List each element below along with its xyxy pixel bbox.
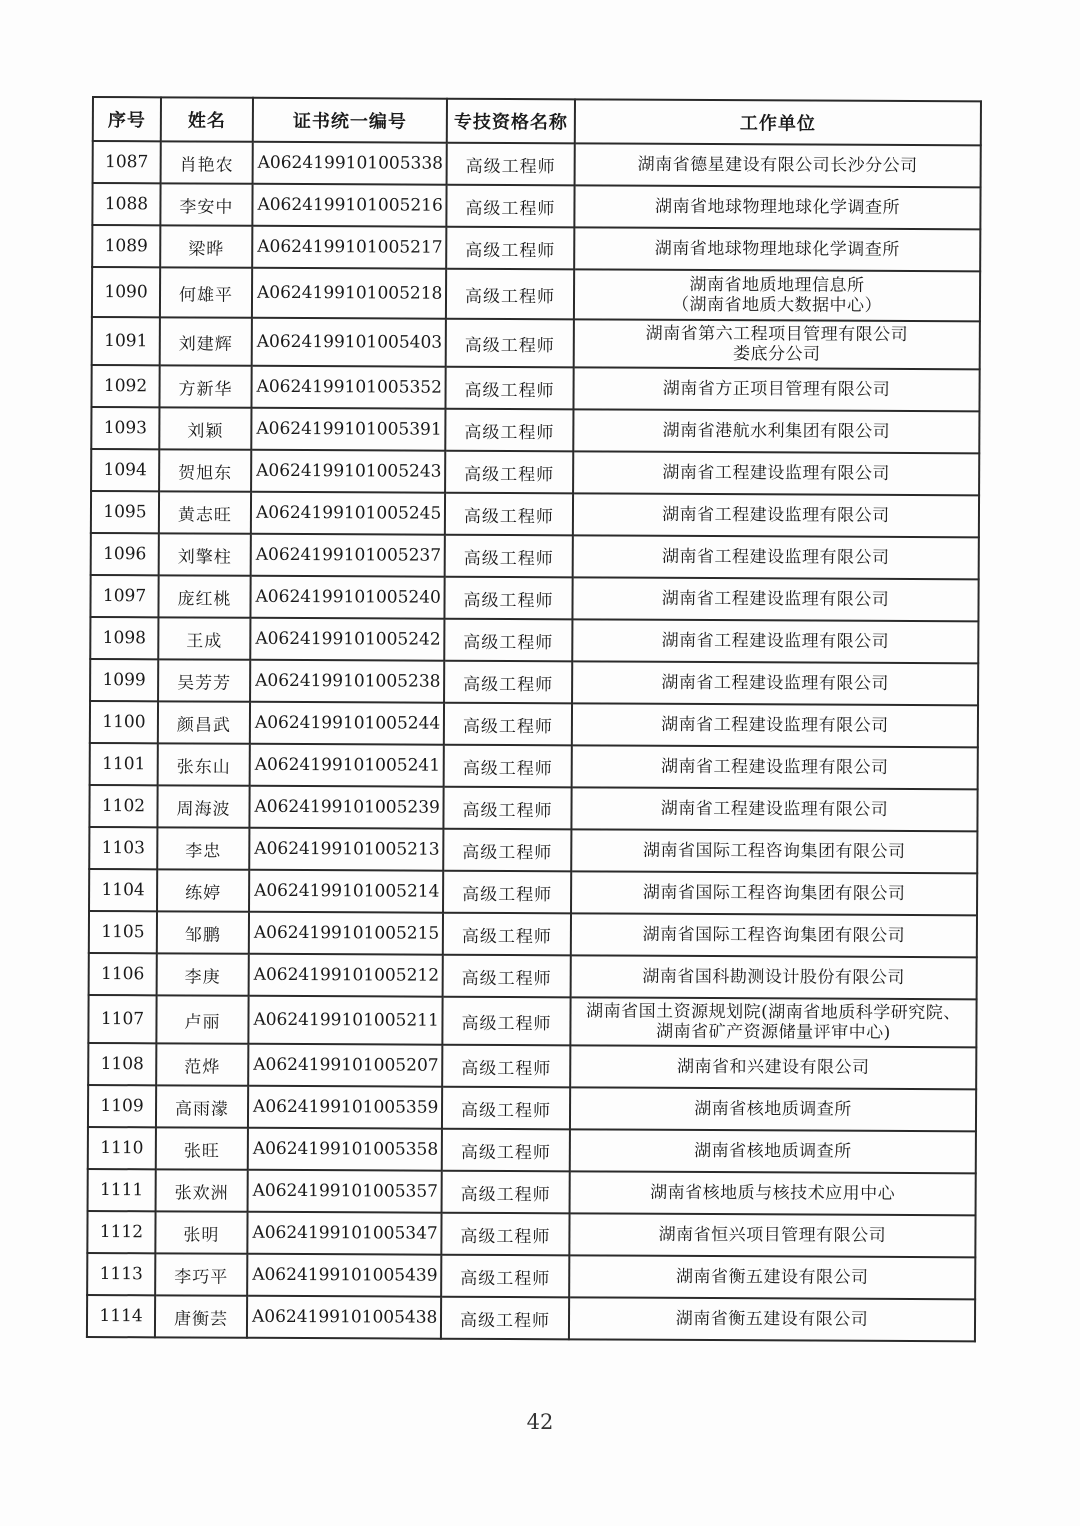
cell-name: 卢丽 [156, 995, 248, 1043]
cell-qualification-title: 高级工程师 [442, 1171, 570, 1214]
table-row [92, 183, 980, 229]
table-row [90, 701, 978, 747]
table-row [88, 995, 976, 1047]
cell-serial-number: 1101 [90, 743, 158, 785]
cell-serial-number: 1098 [90, 617, 158, 659]
cell-serial-number: 1091 [92, 317, 160, 365]
table-row [90, 659, 978, 705]
cell-name: 张欢洲 [156, 1169, 248, 1211]
cell-work-unit: 湖南省国际工程咨询集团有限公司 [571, 871, 977, 915]
cell-work-unit: 湖南省国科勘测设计股份有限公司 [571, 955, 977, 999]
cell-qualification-title: 高级工程师 [442, 997, 570, 1046]
cell-serial-number: 1087 [93, 141, 161, 183]
table-row [90, 743, 978, 789]
table-row [92, 267, 980, 321]
cell-serial-number: 1106 [89, 953, 157, 995]
cell-work-unit: 湖南省地球物理地球化学调查所 [574, 227, 980, 271]
cell-name: 肖艳农 [161, 141, 253, 183]
cell-work-unit: 湖南省工程建设监理有限公司 [572, 619, 978, 663]
cell-name: 李忠 [157, 827, 249, 869]
cell-certificate-number: A0624199101005217 [252, 226, 446, 269]
cell-serial-number: 1103 [89, 827, 157, 869]
table-row [91, 407, 979, 453]
table-row [89, 869, 977, 915]
table-row [93, 141, 981, 187]
cell-work-unit: 湖南省国土资源规划院(湖南省地质科学研究院、 湖南省矿产资源储量评审中心) [570, 997, 976, 1047]
cell-certificate-number: A0624199101005218 [252, 268, 446, 319]
cell-name: 范烨 [156, 1043, 248, 1085]
cell-certificate-number: A0624199101005239 [249, 786, 443, 829]
cell-name: 刘颖 [159, 407, 251, 449]
cell-qualification-title: 高级工程师 [443, 955, 571, 998]
cell-work-unit: 湖南省核地质与核技术应用中心 [570, 1171, 976, 1215]
cell-name: 李庚 [157, 953, 249, 995]
cell-name: 练婷 [157, 869, 249, 911]
cell-qualification-title: 高级工程师 [442, 1129, 570, 1172]
cell-qualification-title: 高级工程师 [446, 269, 574, 320]
cell-certificate-number: A0624199101005357 [248, 1170, 442, 1213]
table-row [90, 575, 978, 621]
header-work-unit: 工作单位 [575, 99, 981, 145]
cell-work-unit: 湖南省核地质调查所 [570, 1087, 976, 1131]
cell-qualification-title: 高级工程师 [444, 619, 572, 662]
cell-name: 黄志旺 [159, 491, 251, 533]
cell-certificate-number: A0624199101005216 [252, 184, 446, 227]
cell-name: 贺旭东 [159, 449, 251, 491]
cell-qualification-title: 高级工程师 [443, 871, 571, 914]
table-row [89, 911, 977, 957]
cell-qualification-title: 高级工程师 [446, 227, 574, 270]
cell-name: 庞红桃 [158, 575, 250, 617]
cell-qualification-title: 高级工程师 [441, 1297, 569, 1340]
cell-work-unit: 湖南省工程建设监理有限公司 [573, 451, 979, 495]
cell-serial-number: 1112 [87, 1211, 155, 1253]
header-qualification-title: 专技资格名称 [447, 99, 575, 144]
table-row [88, 1127, 976, 1173]
table-row [92, 225, 980, 271]
cell-serial-number: 1109 [88, 1085, 156, 1127]
cell-qualification-title: 高级工程师 [442, 1045, 570, 1088]
cell-serial-number: 1096 [91, 533, 159, 575]
cell-work-unit: 湖南省方正项目管理有限公司 [573, 367, 979, 411]
page-number: 42 [526, 1410, 554, 1434]
cell-name: 王成 [158, 617, 250, 659]
table-row [91, 365, 979, 411]
cell-serial-number: 1100 [90, 701, 158, 743]
cell-qualification-title: 高级工程师 [444, 661, 572, 704]
table-row [92, 317, 980, 369]
cell-name: 高雨濛 [156, 1085, 248, 1127]
cell-certificate-number: A0624199101005352 [251, 366, 445, 409]
cell-work-unit: 湖南省地质地理信息所 （湖南省地质大数据中心） [574, 269, 980, 321]
cell-work-unit: 湖南省德星建设有限公司长沙分公司 [575, 143, 981, 187]
table-row [88, 1043, 976, 1089]
cell-serial-number: 1114 [87, 1295, 155, 1337]
header-name: 姓名 [161, 97, 253, 141]
cell-certificate-number: A0624199101005347 [247, 1212, 441, 1255]
cell-certificate-number: A0624199101005359 [248, 1086, 442, 1129]
cell-serial-number: 1088 [92, 183, 160, 225]
cell-qualification-title: 高级工程师 [445, 493, 573, 536]
cell-work-unit: 湖南省工程建设监理有限公司 [573, 493, 979, 537]
cell-certificate-number: A0624199101005207 [248, 1044, 442, 1087]
table-row [87, 1211, 975, 1257]
table-row [88, 1169, 976, 1215]
table-row [90, 617, 978, 663]
cell-work-unit: 湖南省衡五建设有限公司 [569, 1255, 975, 1299]
cell-work-unit: 湖南省和兴建设有限公司 [570, 1045, 976, 1089]
cell-name: 唐衡芸 [155, 1295, 247, 1337]
cell-work-unit: 湖南省工程建设监理有限公司 [572, 703, 978, 747]
cell-qualification-title: 高级工程师 [446, 185, 574, 228]
cell-certificate-number: A0624199101005212 [249, 954, 443, 997]
cell-certificate-number: A0624199101005241 [250, 744, 444, 787]
cell-work-unit: 湖南省衡五建设有限公司 [569, 1297, 975, 1341]
cell-certificate-number: A0624199101005211 [248, 996, 442, 1045]
cell-qualification-title: 高级工程师 [441, 1213, 569, 1256]
cell-certificate-number: A0624199101005358 [248, 1128, 442, 1171]
header-serial-number: 序号 [93, 97, 161, 141]
cell-certificate-number: A0624199101005338 [253, 142, 447, 185]
cell-serial-number: 1107 [88, 995, 156, 1043]
cell-name: 刘建辉 [160, 317, 252, 365]
cell-qualification-title: 高级工程师 [446, 319, 574, 368]
table-row [89, 827, 977, 873]
cell-work-unit: 湖南省工程建设监理有限公司 [572, 661, 978, 705]
cell-serial-number: 1102 [89, 785, 157, 827]
cell-qualification-title: 高级工程师 [444, 745, 572, 788]
cell-certificate-number: A0624199101005245 [251, 492, 445, 535]
cell-qualification-title: 高级工程师 [443, 829, 571, 872]
cell-name: 张东山 [158, 743, 250, 785]
cell-name: 邹鹏 [157, 911, 249, 953]
cell-work-unit: 湖南省工程建设监理有限公司 [572, 577, 978, 621]
cell-name: 周海波 [157, 785, 249, 827]
cell-name: 梁晔 [160, 225, 252, 267]
header-certificate-number: 证书统一编号 [253, 98, 447, 143]
cell-name: 李安中 [160, 183, 252, 225]
cell-name: 李巧平 [155, 1253, 247, 1295]
table-header-row [93, 97, 981, 145]
cell-name: 刘擎柱 [159, 533, 251, 575]
cell-certificate-number: A0624199101005243 [251, 450, 445, 493]
cell-serial-number: 1104 [89, 869, 157, 911]
cell-work-unit: 湖南省国际工程咨询集团有限公司 [571, 829, 977, 873]
cell-name: 张明 [155, 1211, 247, 1253]
cell-certificate-number: A0624199101005242 [250, 618, 444, 661]
cell-certificate-number: A0624199101005403 [252, 318, 446, 367]
cell-name: 方新华 [159, 365, 251, 407]
qualification-roster-table [86, 96, 982, 1342]
cell-work-unit: 湖南省核地质调查所 [570, 1129, 976, 1173]
cell-serial-number: 1090 [92, 267, 160, 317]
cell-certificate-number: A0624199101005439 [247, 1254, 441, 1297]
cell-work-unit: 湖南省恒兴项目管理有限公司 [569, 1213, 975, 1257]
cell-work-unit: 湖南省第六工程项目管理有限公司 娄底分公司 [574, 319, 980, 369]
cell-work-unit: 湖南省工程建设监理有限公司 [572, 745, 978, 789]
cell-serial-number: 1093 [91, 407, 159, 449]
table-body [87, 141, 981, 1341]
cell-certificate-number: A0624199101005244 [250, 702, 444, 745]
table-row [91, 491, 979, 537]
cell-serial-number: 1092 [91, 365, 159, 407]
cell-qualification-title: 高级工程师 [441, 1255, 569, 1298]
cell-certificate-number: A0624199101005391 [251, 408, 445, 451]
cell-certificate-number: A0624199101005213 [249, 828, 443, 871]
cell-serial-number: 1099 [90, 659, 158, 701]
table-row [88, 1085, 976, 1131]
table-row [87, 1253, 975, 1299]
cell-serial-number: 1113 [87, 1253, 155, 1295]
cell-qualification-title: 高级工程师 [445, 409, 573, 452]
cell-name: 颜昌武 [158, 701, 250, 743]
table-row [89, 953, 977, 999]
cell-serial-number: 1094 [91, 449, 159, 491]
cell-work-unit: 湖南省工程建设监理有限公司 [573, 535, 979, 579]
cell-name: 何雄平 [160, 267, 252, 317]
cell-qualification-title: 高级工程师 [444, 703, 572, 746]
cell-work-unit: 湖南省工程建设监理有限公司 [571, 787, 977, 831]
table-row [89, 785, 977, 831]
cell-work-unit: 湖南省国际工程咨询集团有限公司 [571, 913, 977, 957]
cell-qualification-title: 高级工程师 [447, 143, 575, 186]
cell-serial-number: 1089 [92, 225, 160, 267]
cell-serial-number: 1111 [88, 1169, 156, 1211]
cell-certificate-number: A0624199101005215 [249, 912, 443, 955]
cell-certificate-number: A0624199101005240 [250, 576, 444, 619]
cell-qualification-title: 高级工程师 [445, 367, 573, 410]
table-row [91, 533, 979, 579]
cell-qualification-title: 高级工程师 [442, 1087, 570, 1130]
cell-name: 张旺 [156, 1127, 248, 1169]
cell-qualification-title: 高级工程师 [443, 787, 571, 830]
table-row [91, 449, 979, 495]
cell-qualification-title: 高级工程师 [445, 451, 573, 494]
cell-qualification-title: 高级工程师 [445, 535, 573, 578]
cell-work-unit: 湖南省地球物理地球化学调查所 [574, 185, 980, 229]
cell-certificate-number: A0624199101005238 [250, 660, 444, 703]
cell-serial-number: 1097 [90, 575, 158, 617]
cell-certificate-number: A0624199101005438 [247, 1296, 441, 1339]
cell-work-unit: 湖南省港航水利集团有限公司 [573, 409, 979, 453]
cell-qualification-title: 高级工程师 [444, 577, 572, 620]
cell-serial-number: 1105 [89, 911, 157, 953]
cell-certificate-number: A0624199101005214 [249, 870, 443, 913]
table-row [87, 1295, 975, 1341]
cell-certificate-number: A0624199101005237 [251, 534, 445, 577]
cell-qualification-title: 高级工程师 [443, 913, 571, 956]
cell-serial-number: 1108 [88, 1043, 156, 1085]
cell-serial-number: 1110 [88, 1127, 156, 1169]
cell-serial-number: 1095 [91, 491, 159, 533]
cell-name: 吴芳芳 [158, 659, 250, 701]
